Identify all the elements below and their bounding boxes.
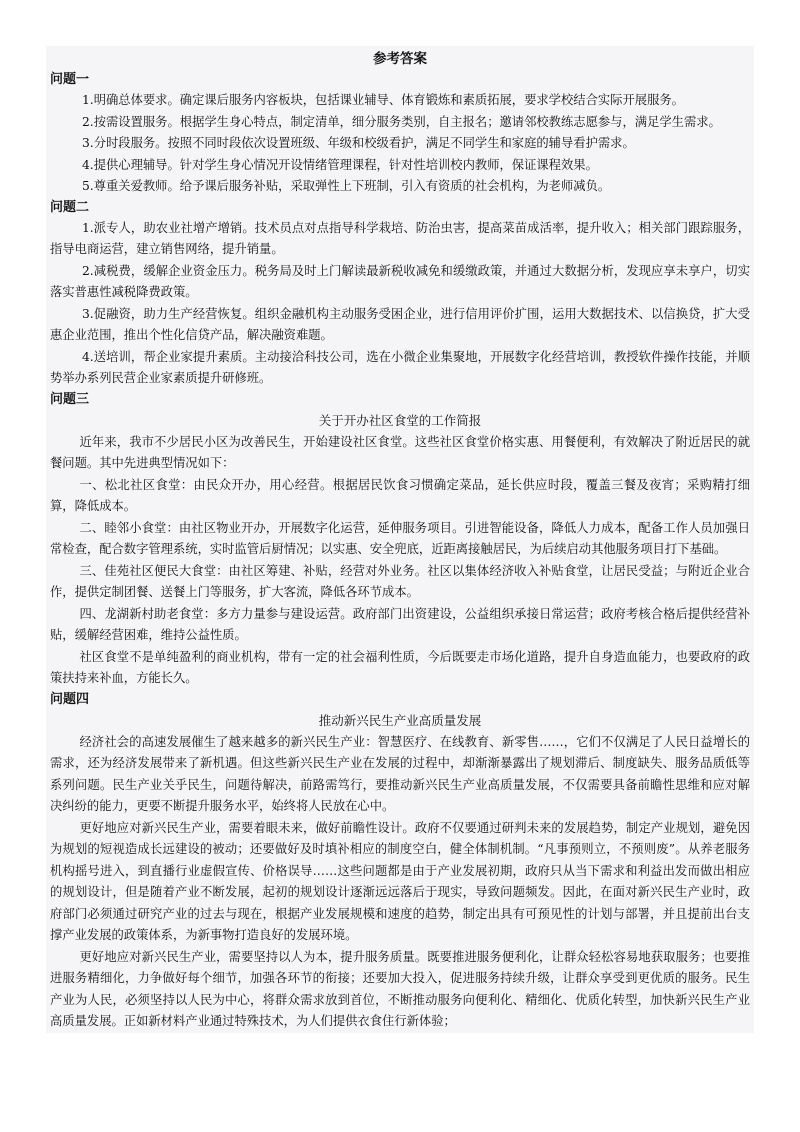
- section-heading-4: 问题四: [50, 691, 90, 707]
- paragraph: 4.送培训，帮企业家提升素质。主动接洽科技公司，选在小微企业集聚地，开展数字化经营培训，教授软件操作技能，并顺势举办系列民营企业家素质提升研修班。: [50, 349, 750, 385]
- section-heading-3: 问题三: [50, 391, 90, 407]
- paragraph: 一、松北社区食堂：由民众开办，用心经营。根据居民饮食习惯确定菜品，延长供应时段，覆盖三餐及夜宵；采购精打细算，降低成本。: [50, 477, 750, 513]
- section-heading-1: 问题一: [50, 72, 90, 87]
- essay-title: 推动新兴民生产业高质量发展: [318, 712, 482, 728]
- paragraph: 四、龙湖新村助老食堂：多方力量参与建设运营。政府部门出资建设，公益组织承接日常运营；政府考核合格后提供经营补贴，缓解经营困难，维持公益性质。: [50, 606, 750, 642]
- paragraph: 3.促融资，助力生产经营恢复。组织金融机构主动服务受困企业，进行信用评价扩围，运用大数据技术、以信换贷，扩大受惠企业范围，推出个性化信贷产品，解决融资难题。: [50, 306, 750, 342]
- paragraph: 2.减税费，缓解企业资金压力。税务局及时上门解读最新税收减免和缓缴政策，并通过大数据分析，发现应享未享户，切实落实普惠性减税降费政策。: [50, 263, 750, 299]
- section-heading-2: 问题二: [50, 199, 90, 215]
- document-title: 参考答案: [373, 51, 427, 67]
- paragraph: 更好地应对新兴民生产业，需要坚持以人为本，提升服务质量。既要推进服务便利化，让群众轻松容易地获取服务；也要推进服务精细化，力争做好每个细节，加强各环节的衔接；还要加大投入，促进服务持续升级，让群众享受到更优质的服务。民生产业为人民，必须坚持以人民为中心，将群众需求放到首位，不断推动服务向便利化、精细化、优质化转型，加快新兴民生产业高质量发展。正如新材料产业通过特殊技术，为人们提供衣食住行新体验；: [50, 949, 750, 1028]
- paragraph: 二、睦邻小食堂：由社区物业开办，开展数字化运营，延伸服务项目。引进智能设备，降低人力成本，配备工作人员加强日常检查，配合数字管理系统，实时监管后厨情况；以实惠、安全兜底，近距离接触居民，为后续启动其他服务项目打下基础。: [50, 520, 750, 556]
- paragraph: 更好地应对新兴民生产业，需要着眼未来，做好前瞻性设计。政府不仅要通过研判未来的发展趋势，制定产业规划，避免因为规划的短视造成长远建设的被动；还要做好及时填补相应的制度空白，健全体制机制。“凡事预则立，不预则废”。从养老服务机构摇号进入，到直播行业虚假宣传、价格误导……这些问题都是由于产业发展初期，政府只从当下需求和利益出发而做出相应的规划设计，但是随着产业不断发展，起初的规划设计逐渐远远落后于现实，导致问题频发。因此，在面对新兴民生产业时，政府部门必须通过研究产业的过去与现在，根据产业发展规模和速度的趋势，制定出具有可预见性的计划与部署，并且提前出台支撑产业发展的政策体系，为新事物打造良好的发展环境。: [50, 820, 750, 942]
- paragraph: 5.尊重关爱教师。给予课后服务补贴，采取弹性上下班制，引入有资质的社会机构，为老师减负。: [81, 179, 611, 193]
- paragraph: 近年来，我市不少居民小区为改善民生，开始建设社区食堂。这些社区食堂价格实惠、用餐便利，有效解决了附近居民的就餐问题。其中先进典型情况如下：: [50, 434, 750, 470]
- paragraph: 1.派专人，助农业社增产增销。技术员点对点指导科学栽培、防治虫害，提高菜苗成活率，提升收入；相关部门跟踪服务，指导电商运营，建立销售网络，提升销量。: [50, 220, 750, 256]
- paragraph: 4.提供心理辅导。针对学生身心情况开设情绪管理课程，针对性培训校内教师，保证课程效果。: [81, 157, 598, 172]
- paragraph: 1.明确总体要求。确定课后服务内容板块，包括课业辅导、体育锻炼和素质拓展，要求学校结合实际开展服务。: [81, 93, 684, 107]
- paragraph: 社区食堂不是单纯盈利的商业机构，带有一定的社会福利性质，今后既要走市场化道路，提升自身造血能力，也要政府的政策扶持来补血，方能长久。: [50, 649, 750, 685]
- paragraph: 三、佳苑社区便民大食堂：由社区筹建、补贴，经营对外业务。社区以集体经济收入补贴食堂，让居民受益；与附近企业合作，提供定制团餐、送餐上门等服务，扩大客流，降低各环节成本。: [50, 563, 750, 599]
- paragraph: 3.分时段服务。按照不同时段依次设置班级、年级和校级看护，满足不同学生和家庭的辅导看护需求。: [81, 136, 635, 150]
- document-body: [46, 46, 754, 1033]
- paragraph: 2.按需设置服务。根据学生身心特点，制定清单，细分服务类别，自主报名；邀请邻校教练志愿参与，满足学生需求。: [81, 114, 721, 129]
- briefing-title: 关于开办社区食堂的工作简报: [318, 412, 482, 428]
- paragraph: 经济社会的高速发展催生了越来越多的新兴民生产业：智慧医疗、在线教育、新零售……，它们不仅满足了人民日益增长的需求，还为经济发展带来了新机遇。但这些新兴民生产业在发展的过程中，却渐渐暴露出了规划滞后、制度缺失、服务品质低等系列问题。民生产业关乎民生，问题待解决，前路需笃行，要推动新兴民生产业高质量发展，不仅需要具备前瞻性思维和应对解决纠纷的能力，更要不断提升服务水平，始终将人民放在心中。: [50, 734, 750, 813]
